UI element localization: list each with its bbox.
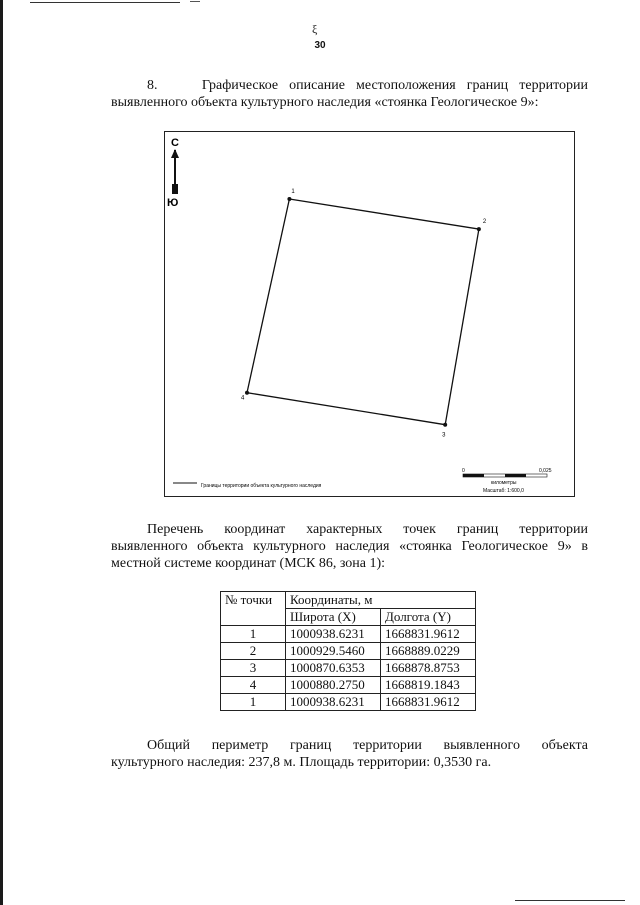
- point-cell: 1: [221, 694, 286, 711]
- south-label: Ю: [167, 197, 179, 209]
- lon-cell: 1668819.1843: [381, 677, 476, 694]
- scan-mark: ξ: [312, 22, 318, 36]
- point-cell: 1: [221, 626, 286, 643]
- scale-max: 0,025: [539, 468, 552, 474]
- lat-cell: 1000929.5460: [286, 643, 381, 660]
- list-intro-line1: Перечень координат характерных точек границ территории: [147, 522, 588, 537]
- coordinates-table: [220, 591, 476, 711]
- lat-cell: 1000938.6231: [286, 694, 381, 711]
- boundary-polygon: [247, 199, 479, 425]
- scan-artifact: [515, 900, 625, 901]
- north-arrow-icon: [167, 137, 179, 209]
- boundary-point-label: 3: [442, 432, 446, 439]
- lon-cell: 1668831.9612: [381, 694, 476, 711]
- table-row: [221, 660, 476, 677]
- scale-label: Масштаб: 1:600,0: [483, 488, 524, 494]
- heading-line2: выявленного объекта культурного наследия «стоянка Геологическое 9»:: [111, 95, 539, 110]
- legend-label: Границы территории объекта культурного наследия: [201, 483, 322, 489]
- col-coords-header: Координаты, м: [286, 592, 476, 609]
- page-number: 30: [314, 40, 326, 51]
- point-cell: 4: [221, 677, 286, 694]
- lon-cell: 1668889.0229: [381, 643, 476, 660]
- boundary-point-4: [245, 391, 249, 395]
- north-label: С: [171, 137, 179, 149]
- lat-cell: 1000938.6231: [286, 626, 381, 643]
- scale-zero: 0: [462, 468, 465, 474]
- heading-line1: Графическое описание местоположения границ территории: [201, 78, 588, 93]
- table-row: [221, 626, 476, 643]
- boundary-map: [164, 131, 575, 497]
- summary-line1: Общий периметр границ территории выявленного объекта: [147, 738, 588, 753]
- col-lon-header: Долгота (Y): [381, 609, 476, 626]
- lat-cell: 1000880.2750: [286, 677, 381, 694]
- scan-artifact: [190, 1, 200, 2]
- table-header-row: [221, 592, 476, 609]
- scan-border: [0, 0, 3, 905]
- point-cell: 3: [221, 660, 286, 677]
- boundary-point-label: 2: [482, 219, 487, 226]
- lon-cell: 1668878.8753: [381, 660, 476, 677]
- list-intro-line2: выявленного объекта культурного наследия «стоянка Геологическое 9» в: [111, 539, 588, 554]
- scan-artifact: [30, 2, 180, 3]
- boundary-point-label: 4: [241, 395, 245, 402]
- table-row: [221, 677, 476, 694]
- table-row: [221, 643, 476, 660]
- summary: [111, 737, 588, 771]
- section-heading: [111, 77, 588, 111]
- boundary-point-1: [287, 197, 291, 201]
- list-intro: [111, 521, 588, 572]
- boundary-layer: [241, 189, 487, 439]
- boundary-point-3: [443, 423, 447, 427]
- point-cell: 2: [221, 643, 286, 660]
- col-point-header: № точки: [221, 592, 286, 626]
- section-number: 8.: [147, 78, 158, 93]
- boundary-point-label: 1: [291, 189, 295, 195]
- summary-line2: культурного наследия: 237,8 м. Площадь территории: 0,3530 га.: [111, 755, 492, 770]
- scale-unit: километры: [491, 480, 517, 486]
- lon-cell: 1668831.9612: [381, 626, 476, 643]
- boundary-point-2: [477, 227, 481, 231]
- lat-cell: 1000870.6353: [286, 660, 381, 677]
- scale-bar: [462, 468, 552, 494]
- table-row: [221, 694, 476, 711]
- list-intro-line3: местной системе координат (МСК 86, зона 1):: [111, 556, 386, 571]
- col-lat-header: Широта (X): [286, 609, 381, 626]
- map-canvas: [165, 132, 574, 496]
